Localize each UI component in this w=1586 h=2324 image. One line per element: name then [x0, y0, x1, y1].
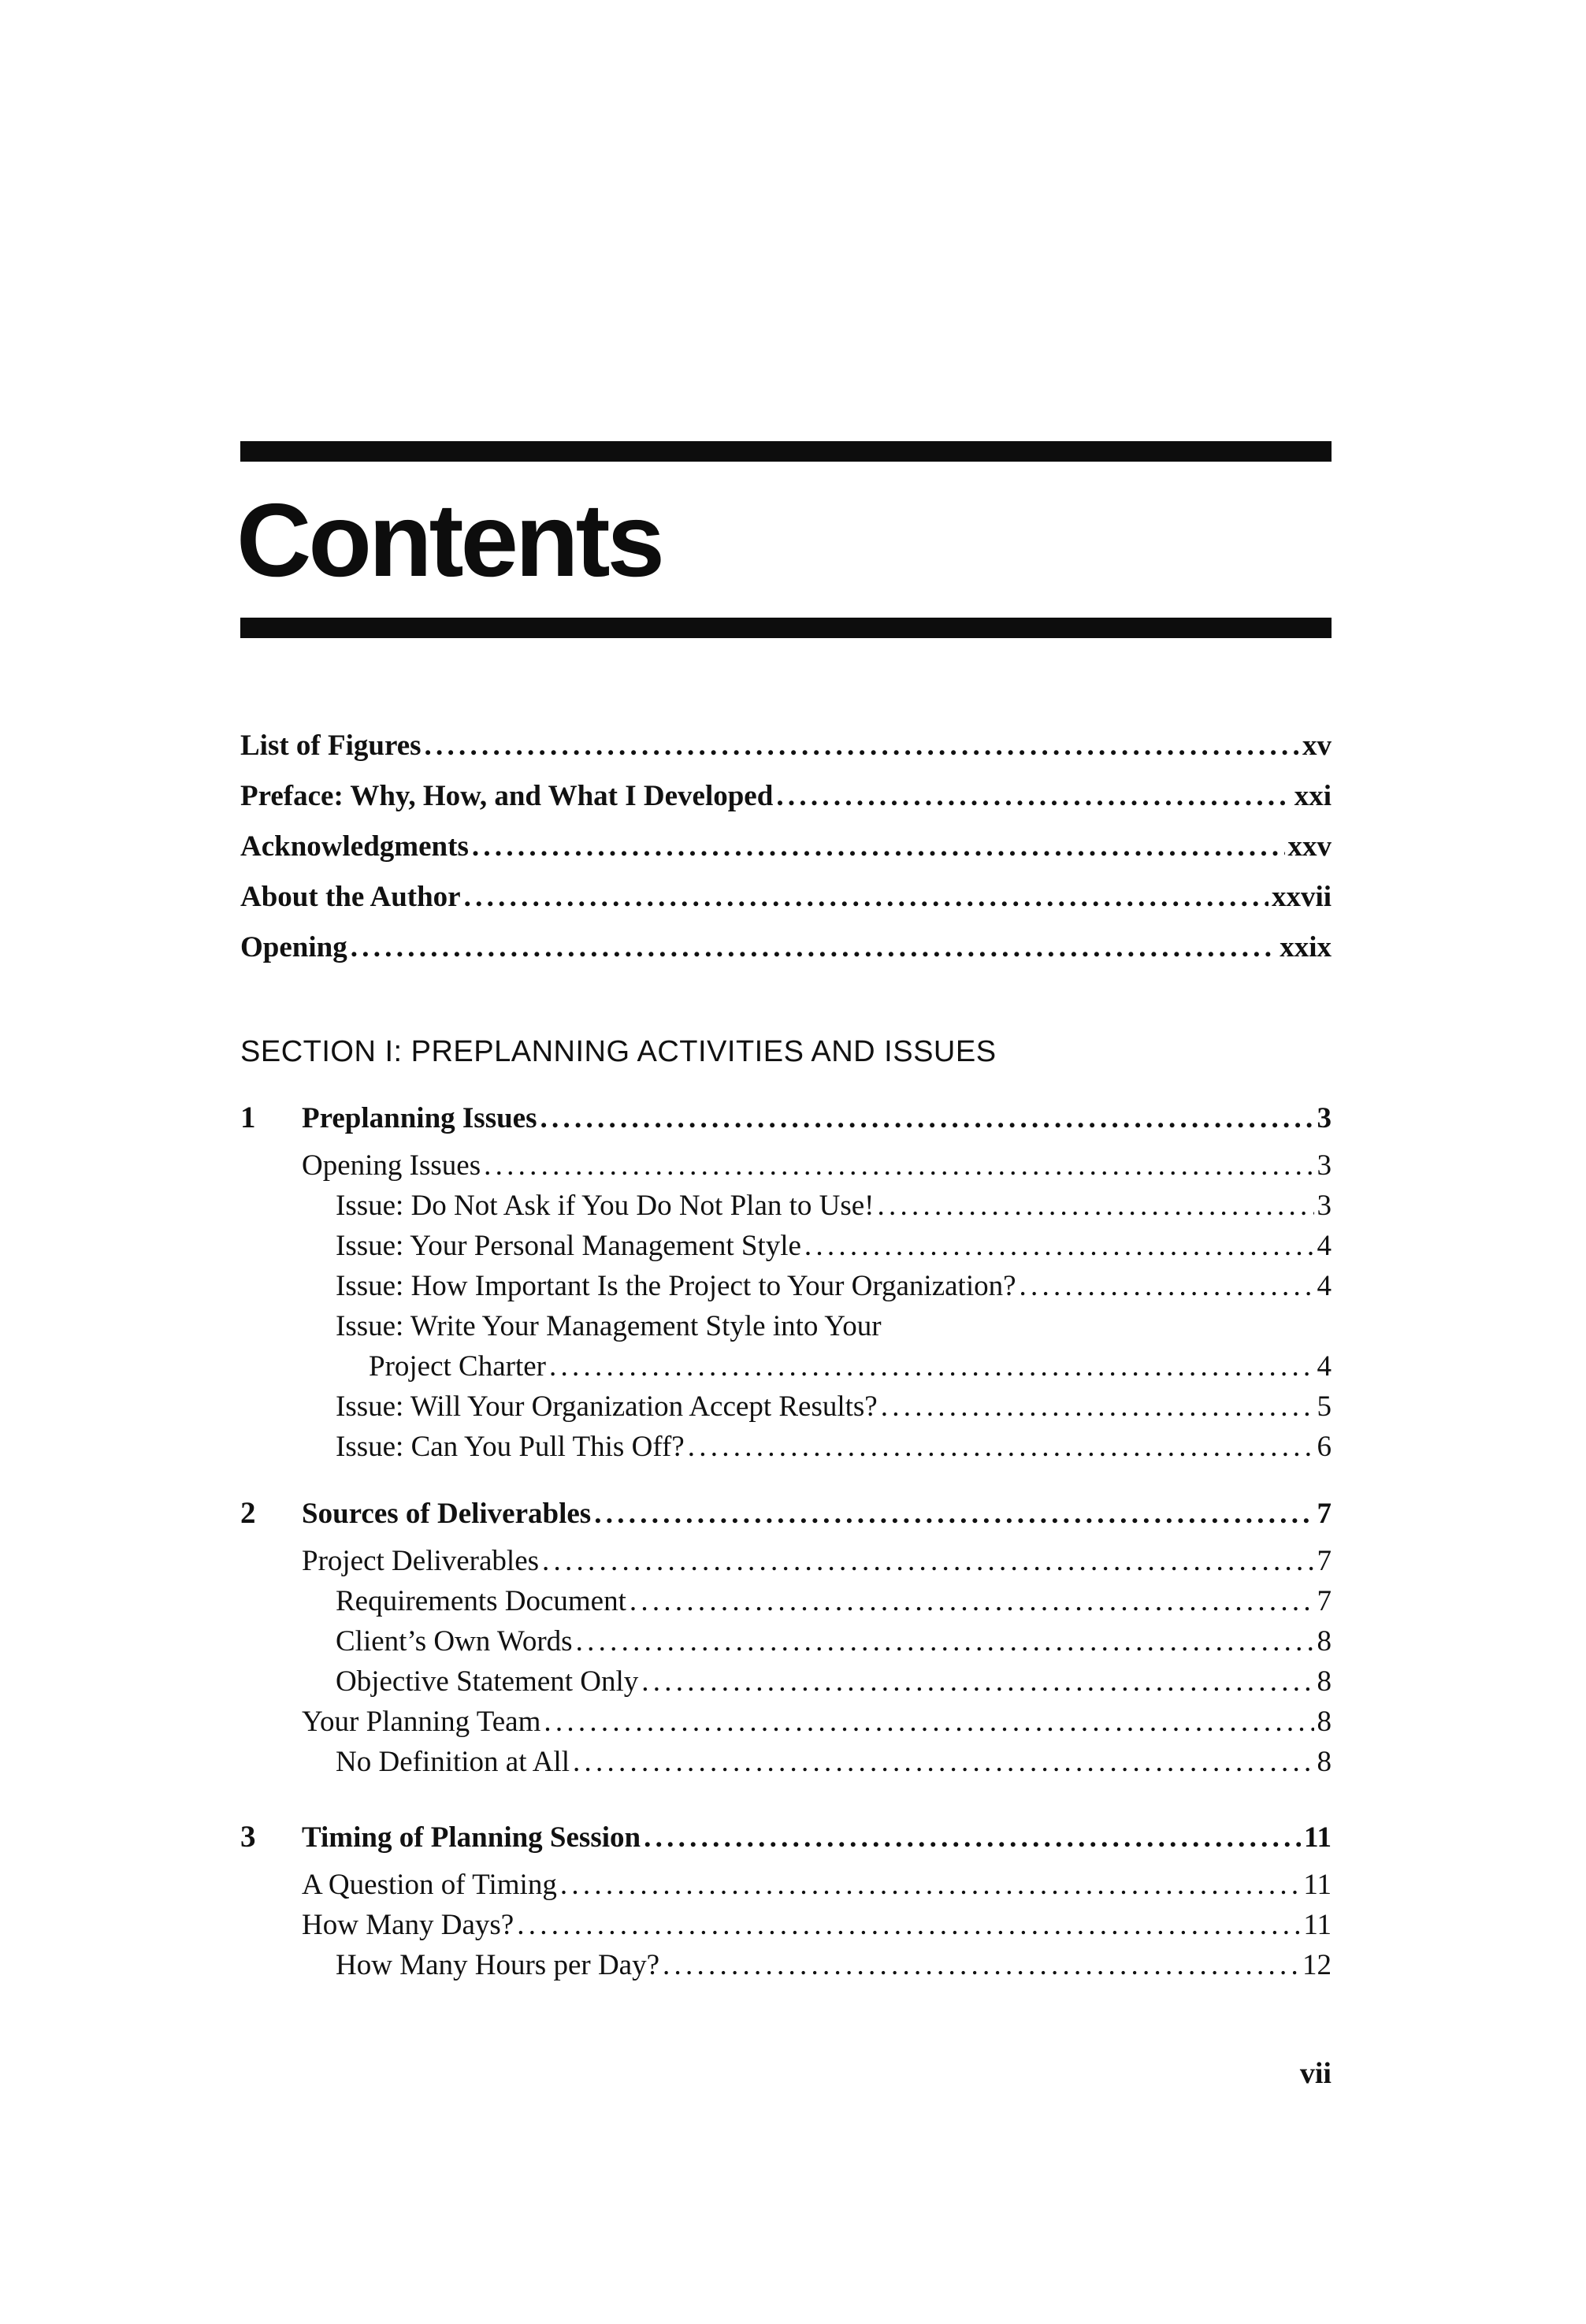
- toc-entry-opening[interactable]: [240, 930, 1332, 981]
- toc-entry-preface[interactable]: [240, 779, 1332, 830]
- toc-subentry[interactable]: [240, 1544, 1332, 1584]
- toc-entry-page: 8: [1317, 1625, 1332, 1658]
- toc-entry-label: How Many Hours per Day?: [336, 1949, 660, 1981]
- toc-entry-label: Acknowledgments: [240, 830, 469, 863]
- toc-entry-label: A Question of Timing: [302, 1869, 557, 1901]
- dot-leader: [1020, 1269, 1314, 1303]
- toc-entry-label: Issue: Do Not Ask if You Do Not Plan to Use!: [336, 1190, 875, 1222]
- toc-subentry[interactable]: [240, 1624, 1332, 1665]
- toc-subentry[interactable]: [240, 1584, 1332, 1624]
- section-heading: SECTION I: PREPLANNING ACTIVITIES AND ISSUES: [240, 1035, 997, 1068]
- toc-entry-label: Requirements Document: [336, 1585, 626, 1617]
- toc-entry-label: Client’s Own Words: [336, 1625, 573, 1658]
- dot-leader: [464, 880, 1268, 914]
- toc-entry-page: 8: [1317, 1665, 1332, 1698]
- chapter-page: 7: [1317, 1498, 1332, 1530]
- toc-entry-page: 8: [1317, 1706, 1332, 1738]
- toc-subentry[interactable]: [240, 1745, 1332, 1785]
- dot-leader: [881, 1390, 1314, 1424]
- chapter-number: 3: [240, 1820, 256, 1854]
- toc-subentry[interactable]: [240, 1269, 1332, 1309]
- toc-entry-label: Objective Statement Only: [336, 1665, 639, 1698]
- chapter-title: Timing of Planning Session: [302, 1821, 641, 1854]
- toc-entry-label: How Many Days?: [302, 1909, 514, 1941]
- toc-subentry[interactable]: [240, 1665, 1332, 1705]
- chapter-page: 11: [1304, 1821, 1332, 1854]
- dot-leader: [644, 1821, 1301, 1854]
- dot-leader: [351, 930, 1277, 964]
- chapter-entry[interactable]: [240, 1819, 1332, 1868]
- toc-entry-page: xxix: [1280, 931, 1332, 963]
- toc-entry-page: xxi: [1294, 780, 1332, 812]
- toc-subentry[interactable]: [240, 1430, 1332, 1470]
- dot-leader: [776, 779, 1291, 813]
- toc-subentry[interactable]: [240, 1868, 1332, 1908]
- chapter-entry[interactable]: [240, 1495, 1332, 1544]
- toc-entry-page: 11: [1303, 1909, 1332, 1941]
- toc-entry-label: Project Charter: [369, 1350, 546, 1383]
- toc-entry-page: 8: [1317, 1746, 1332, 1778]
- dot-leader: [472, 830, 1285, 863]
- dot-leader: [630, 1584, 1314, 1618]
- toc-entry-page: xxvii: [1271, 881, 1332, 913]
- dot-leader: [576, 1624, 1314, 1658]
- toc-entry-label: No Definition at All: [336, 1746, 570, 1778]
- title-rule-top: [240, 441, 1332, 462]
- toc-entry-page: 7: [1317, 1585, 1332, 1617]
- toc-entry-label: Your Planning Team: [302, 1706, 541, 1738]
- dot-leader: [549, 1349, 1314, 1383]
- dot-leader: [517, 1908, 1300, 1942]
- chapter-1: [240, 1100, 1332, 1470]
- toc-entry-page: 4: [1317, 1270, 1332, 1302]
- chapter-page: 3: [1317, 1102, 1332, 1134]
- toc-subentry[interactable]: [240, 1948, 1332, 1988]
- toc-subentry[interactable]: [240, 1390, 1332, 1430]
- dot-leader: [663, 1948, 1299, 1982]
- toc-entry-label: Project Deliverables: [302, 1545, 540, 1577]
- toc-entry-page: 6: [1317, 1431, 1332, 1463]
- dot-leader: [688, 1430, 1314, 1464]
- chapter-3: [240, 1819, 1332, 1988]
- toc-entry-label: Issue: How Important Is the Project to Your Organization?: [336, 1270, 1016, 1302]
- dot-leader: [540, 1101, 1314, 1135]
- toc-entry-page: 5: [1317, 1390, 1332, 1423]
- toc-entry-about-the-author[interactable]: [240, 880, 1332, 930]
- dot-leader: [425, 729, 1299, 763]
- toc-entry-page: 4: [1317, 1350, 1332, 1383]
- toc-subentry[interactable]: [240, 1149, 1332, 1189]
- dot-leader: [804, 1229, 1314, 1263]
- toc-entry-label: Issue: Will Your Organization Accept Results?: [336, 1390, 878, 1423]
- chapter-title: Preplanning Issues: [302, 1102, 537, 1134]
- dot-leader: [542, 1544, 1313, 1578]
- toc-entry-label: About the Author: [240, 881, 461, 913]
- title-rule-bottom: [240, 618, 1332, 638]
- toc-entry-page: xv: [1302, 729, 1332, 762]
- chapter-number: 2: [240, 1496, 256, 1530]
- dot-leader: [641, 1665, 1313, 1698]
- toc-subentry[interactable]: [240, 1705, 1332, 1745]
- toc-entry-page: 4: [1317, 1230, 1332, 1262]
- toc-subentry-continuation[interactable]: [240, 1349, 1332, 1390]
- toc-entry-label: Opening: [240, 931, 347, 963]
- chapter-title: Sources of Deliverables: [302, 1498, 592, 1530]
- dot-leader: [560, 1868, 1301, 1902]
- toc-subentry[interactable]: [240, 1908, 1332, 1948]
- toc-entry-page: 7: [1317, 1545, 1332, 1577]
- toc-entry-label: Issue: Write Your Management Style into Your: [336, 1310, 882, 1342]
- chapter-entry[interactable]: [240, 1100, 1332, 1149]
- toc-entry-label: Preface: Why, How, and What I Developed: [240, 780, 774, 812]
- front-matter-list: [240, 729, 1332, 981]
- toc-entry-page: 3: [1317, 1149, 1332, 1182]
- toc-entry-page: 11: [1303, 1869, 1332, 1901]
- dot-leader: [594, 1497, 1313, 1531]
- dot-leader: [573, 1745, 1314, 1779]
- dot-leader: [484, 1149, 1313, 1182]
- toc-subentry[interactable]: [240, 1229, 1332, 1269]
- chapter-2: [240, 1495, 1332, 1785]
- dot-leader: [878, 1189, 1314, 1223]
- toc-entry-list-of-figures[interactable]: [240, 729, 1332, 779]
- page-number: vii: [1299, 2057, 1332, 2090]
- chapter-number: 1: [240, 1101, 256, 1134]
- page-title: Contents: [236, 482, 662, 598]
- dot-leader: [544, 1705, 1313, 1739]
- toc-entry-label: Issue: Your Personal Management Style: [336, 1230, 801, 1262]
- toc-subentry[interactable]: [240, 1189, 1332, 1229]
- toc-entry-acknowledgments[interactable]: [240, 830, 1332, 880]
- toc-entry-page: 12: [1302, 1949, 1332, 1981]
- toc-entry-page: 3: [1317, 1190, 1332, 1222]
- toc-entry-label: Opening Issues: [302, 1149, 481, 1182]
- toc-entry-page: xxv: [1287, 830, 1332, 863]
- toc-subentry[interactable]: [240, 1309, 1332, 1349]
- toc-entry-label: List of Figures: [240, 729, 422, 762]
- toc-entry-label: Issue: Can You Pull This Off?: [336, 1431, 685, 1463]
